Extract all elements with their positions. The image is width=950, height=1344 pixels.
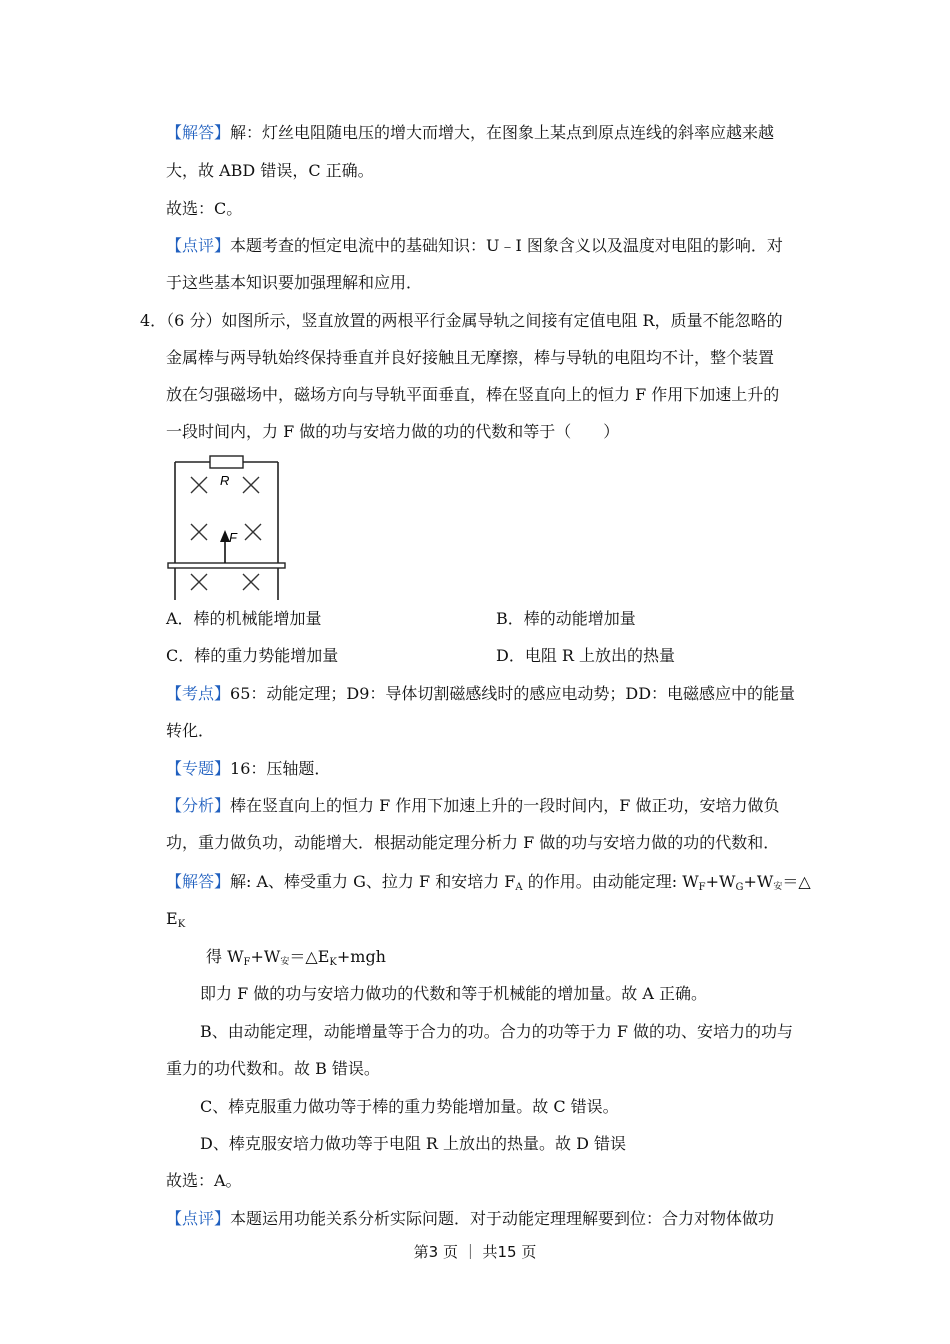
eq-delta: ＝△ bbox=[782, 872, 811, 891]
jieda-line-4: 即力 F 做的功与安培力做功的代数和等于机械能的增加量。故 A 正确。 bbox=[200, 984, 708, 1003]
mgh: +mgh bbox=[336, 947, 386, 966]
field-cross bbox=[245, 524, 261, 540]
jieda-line-6: 重力的功代数和。故 B 错误。 bbox=[166, 1059, 380, 1078]
q4-stem-3: 放在匀强磁场中，磁场方向与导轨平面垂直，棒在竖直向上的恒力 F 作用下加速上升的 bbox=[166, 385, 780, 404]
fenxi-text: 棒在竖直向上的恒力 F 作用下加速上升的一段时间内，F 做正功，安培力做负 bbox=[230, 796, 780, 815]
plus-w-2: +W bbox=[743, 872, 774, 891]
q4-stem-2: 金属棒与两导轨始终保持垂直并良好接触且无摩擦，棒与导轨的电阻均不计，整个装置 bbox=[166, 348, 775, 367]
q4-stem-1: 4．（6 分）如图所示，竖直放置的两根平行金属导轨之间接有定值电阻 R，质量不能忽略的 bbox=[140, 311, 783, 330]
comment-line-1 bbox=[166, 235, 783, 257]
answer-text: 解：灯丝电阻随电压的增大而增大，在图象上某点到原点连线的斜率应越来越 bbox=[230, 123, 775, 142]
choice-line: 故选：C。 bbox=[166, 199, 243, 218]
resistor bbox=[210, 456, 243, 468]
page-footer: 第3 页 ｜ 共15 页 bbox=[413, 1243, 537, 1261]
jieda-line-3 bbox=[206, 946, 386, 974]
option-a: A．棒的机械能增加量 bbox=[166, 609, 322, 628]
sub-f: F bbox=[698, 882, 706, 893]
dianping-tag: 【点评】 bbox=[166, 1209, 231, 1228]
jieda-line-2 bbox=[166, 908, 185, 936]
answer-tag: 【解答】 bbox=[166, 123, 231, 142]
eq-delta-2: ＝△ bbox=[289, 947, 318, 966]
jieda-line-7: C、棒克服重力做功等于棒的重力势能增加量。故 C 错误。 bbox=[200, 1097, 619, 1116]
fenxi-line-1 bbox=[166, 795, 779, 817]
sub-an: 安 bbox=[773, 882, 783, 892]
sub-a: A bbox=[515, 882, 523, 893]
jieda-line-8: D、棒克服安培力做功等于电阻 R 上放出的热量。故 D 错误 bbox=[200, 1134, 627, 1153]
jieda-line-5: B、由动能定理，动能增量等于合力的功。合力的功等于力 F 做的功、安培力的功与 bbox=[200, 1022, 794, 1041]
jieda-text-a: 解: A、棒受重力 G、拉力 F 和安培力 F bbox=[230, 872, 516, 891]
comment-line-2: 于这些基本知识要加强理解和应用． bbox=[166, 273, 423, 292]
field-cross bbox=[191, 477, 207, 493]
q4-stem-4: 一段时间内，力 F 做的功与安培力做的功的代数和等于（ ） bbox=[166, 422, 620, 441]
fenxi-line-2: 功，重力做负功，动能增大．根据动能定理分析力 F 做的功与安培力做的功的代数和． bbox=[166, 833, 780, 852]
force-label: F bbox=[229, 530, 237, 545]
field-cross bbox=[191, 574, 207, 590]
jieda-text-b: 的作用。由动能定理: W bbox=[522, 872, 699, 891]
ek-e-2: E bbox=[317, 947, 330, 966]
jieda-tag: 【解答】 bbox=[166, 872, 231, 891]
jieda-line-1 bbox=[166, 871, 811, 899]
resistor-label: R bbox=[220, 473, 230, 488]
option-b: B．棒的动能增加量 bbox=[496, 609, 636, 628]
fenxi-tag: 【分析】 bbox=[166, 796, 231, 815]
answer-line-2: 大，故 ABD 错误，C 正确。 bbox=[166, 161, 374, 180]
sub-g: G bbox=[735, 882, 744, 893]
sub-k-2: K bbox=[329, 957, 337, 968]
kaodian-text: 65：动能定理；D9：导体切割磁感线时的感应电动势；DD：电磁感应中的能量 bbox=[230, 684, 796, 703]
answer-line-1 bbox=[166, 122, 774, 144]
option-d: D．电阻 R 上放出的热量 bbox=[496, 646, 676, 665]
zhuanti-tag: 【专题】 bbox=[166, 759, 231, 778]
dianping-line-1 bbox=[166, 1208, 774, 1230]
sub-an-2: 安 bbox=[280, 957, 290, 967]
kaodian-tag: 【考点】 bbox=[166, 684, 231, 703]
sub-f-2: F bbox=[243, 957, 251, 968]
dianping-text: 本题运用功能关系分析实际问题．对于动能定理理解要到位：合力对物体做功 bbox=[230, 1209, 775, 1228]
circuit-figure bbox=[165, 452, 290, 602]
plus-w-3: +W bbox=[250, 947, 281, 966]
kaodian-line-1 bbox=[166, 683, 795, 705]
field-cross bbox=[191, 524, 207, 540]
ek-e: E bbox=[166, 909, 178, 928]
q4-choice: 故选：A。 bbox=[166, 1171, 242, 1190]
comment-text: 本题考查的恒定电流中的基础知识：U﹣I 图象含义以及温度对电阻的影响．对 bbox=[230, 236, 783, 255]
kaodian-line-2: 转化． bbox=[166, 721, 215, 740]
zhuanti-line bbox=[166, 758, 330, 780]
field-cross bbox=[243, 574, 259, 590]
plus-w: +W bbox=[705, 872, 736, 891]
metal-rod bbox=[168, 563, 285, 568]
option-c: C．棒的重力势能增加量 bbox=[166, 646, 339, 665]
field-cross bbox=[243, 477, 259, 493]
zhuanti-text: 16：压轴题． bbox=[230, 759, 331, 778]
comment-tag: 【点评】 bbox=[166, 236, 231, 255]
sub-k: K bbox=[177, 919, 186, 930]
de-w: 得 W bbox=[206, 947, 244, 966]
